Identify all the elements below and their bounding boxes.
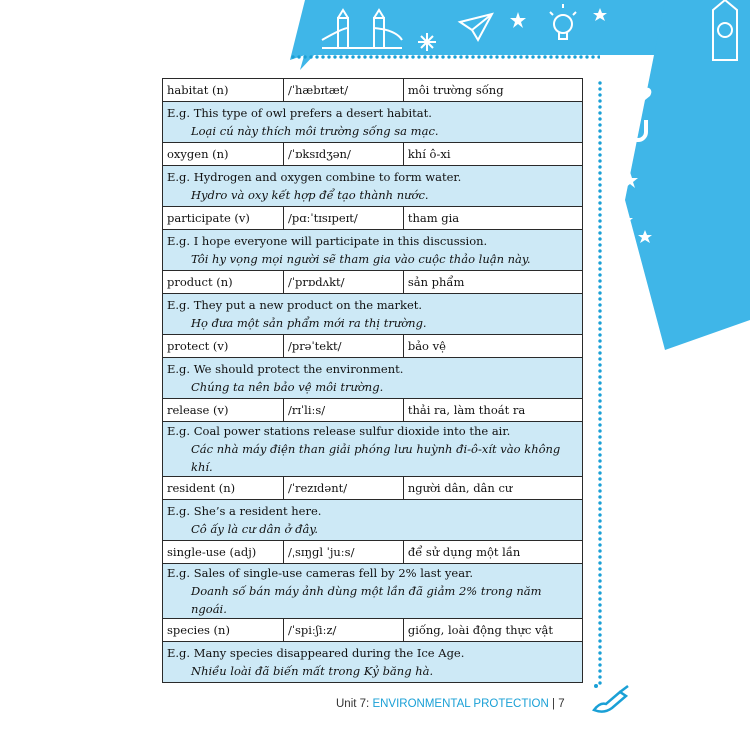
vocab-example-cell <box>163 294 583 335</box>
pencil-hand-icon <box>590 682 632 716</box>
example-english: E.g. Hydrogen and oxygen combine to form water. <box>167 170 462 184</box>
vocab-word: release (v) <box>163 399 284 422</box>
example-english: E.g. Many species disappeared during the Ice Age. <box>167 646 465 660</box>
example-english: E.g. This type of owl prefers a desert habitat. <box>167 106 432 120</box>
example-english: E.g. She’s a resident here. <box>167 504 322 518</box>
vocab-example-cell <box>163 422 583 477</box>
vocab-meaning: người dân, dân cư <box>403 477 582 500</box>
vocab-word: species (n) <box>163 619 284 642</box>
snowflake-icon <box>620 303 638 321</box>
vocab-meaning: để sử dụng một lần <box>403 541 582 564</box>
vocab-meaning: thải ra, làm thoát ra <box>403 399 582 422</box>
vocab-example-cell <box>163 564 583 619</box>
vocab-example-row <box>163 294 583 335</box>
vocab-example-row <box>163 358 583 399</box>
vocab-word-row <box>163 271 583 294</box>
vocab-word-row <box>163 79 583 102</box>
vocab-word: participate (v) <box>163 207 284 230</box>
vocab-ipa: /rɪˈliːs/ <box>283 399 403 422</box>
vocab-example-row <box>163 642 583 683</box>
vocab-example-cell <box>163 230 583 271</box>
page-footer <box>336 698 565 710</box>
vocab-word-row <box>163 477 583 500</box>
example-vietnamese: Doanh số bán máy ảnh dùng một lần đã giảm 2% trong năm ngoái. <box>191 584 542 616</box>
vocab-example-row <box>163 564 583 619</box>
footer-separator: | <box>552 698 556 710</box>
vocab-example-row <box>163 230 583 271</box>
vocab-ipa: /ˈprɒdʌkt/ <box>283 271 403 294</box>
vocab-example-cell <box>163 358 583 399</box>
vocab-word: oxygen (n) <box>163 143 284 166</box>
top-dotted-border <box>290 54 600 60</box>
vocab-word-row <box>163 335 583 358</box>
vocab-example-row <box>163 102 583 143</box>
vocabulary-table <box>162 78 583 683</box>
vocab-example-cell <box>163 102 583 143</box>
vocab-word: habitat (n) <box>163 79 284 102</box>
vocab-example-cell <box>163 642 583 683</box>
vocab-meaning: giống, loài động thực vật <box>403 619 582 642</box>
example-english: E.g. I hope everyone will participate in this discussion. <box>167 234 488 248</box>
vocab-example-row <box>163 166 583 207</box>
vocab-word: single-use (adj) <box>163 541 284 564</box>
vocab-example-cell <box>163 500 583 541</box>
vocab-meaning: bảo vệ <box>403 335 582 358</box>
vocab-ipa: /prəˈtekt/ <box>283 335 403 358</box>
example-english: E.g. Coal power stations release sulfur dioxide into the air. <box>167 424 511 438</box>
vocab-word-row <box>163 399 583 422</box>
example-vietnamese: Loại cú này thích môi trường sống sa mạc. <box>191 124 439 138</box>
example-english: E.g. Sales of single-use cameras fell by 2% last year. <box>167 566 473 580</box>
vocab-ipa: /ˈrezɪdənt/ <box>283 477 403 500</box>
vocab-ipa: /ˈspiːʃiːz/ <box>283 619 403 642</box>
vocab-example-row <box>163 422 583 477</box>
example-english: E.g. We should protect the environment. <box>167 362 404 376</box>
example-vietnamese: Cô ấy là cư dân ở đây. <box>191 522 318 536</box>
unit-label: Unit 7: <box>336 698 370 710</box>
right-dotted-border <box>597 80 603 686</box>
vocab-example-row <box>163 500 583 541</box>
vocab-word: resident (n) <box>163 477 284 500</box>
vocab-word-row <box>163 207 583 230</box>
vocab-example-cell <box>163 166 583 207</box>
vocab-ipa: /pɑːˈtɪsɪpeɪt/ <box>283 207 403 230</box>
vocab-meaning: tham gia <box>403 207 582 230</box>
vocab-ipa: /ˌsɪŋɡl ˈjuːs/ <box>283 541 403 564</box>
example-vietnamese: Hydro và oxy kết hợp để tạo thành nước. <box>191 188 429 202</box>
unit-topic: ENVIRONMENTAL PROTECTION <box>372 698 549 710</box>
vocab-ipa: /ˈɒksɪdʒən/ <box>283 143 403 166</box>
example-vietnamese: Các nhà máy điện than giải phóng lưu huỳnh đi-ô-xít vào không khí. <box>191 442 561 474</box>
vocab-word-row <box>163 541 583 564</box>
vocab-word-row <box>163 143 583 166</box>
example-vietnamese: Tôi hy vọng mọi người sẽ tham gia vào cuộc thảo luận này. <box>191 252 531 266</box>
side-decoration <box>605 0 750 360</box>
example-vietnamese: Chúng ta nên bảo vệ môi trường. <box>191 380 384 394</box>
vocab-ipa: /ˈhæbɪtæt/ <box>283 79 403 102</box>
vocab-meaning: sản phẩm <box>403 271 582 294</box>
vocab-word: product (n) <box>163 271 284 294</box>
vocab-meaning: khí ô-xi <box>403 143 582 166</box>
vocab-meaning: môi trường sống <box>403 79 582 102</box>
example-vietnamese: Họ đưa một sản phẩm mới ra thị trường. <box>191 316 427 330</box>
vocab-word-row <box>163 619 583 642</box>
page-number: 7 <box>558 698 565 710</box>
example-english: E.g. They put a new product on the market. <box>167 298 423 312</box>
vocab-word: protect (v) <box>163 335 284 358</box>
example-vietnamese: Nhiều loài đã biến mất trong Kỷ băng hà. <box>191 664 434 678</box>
